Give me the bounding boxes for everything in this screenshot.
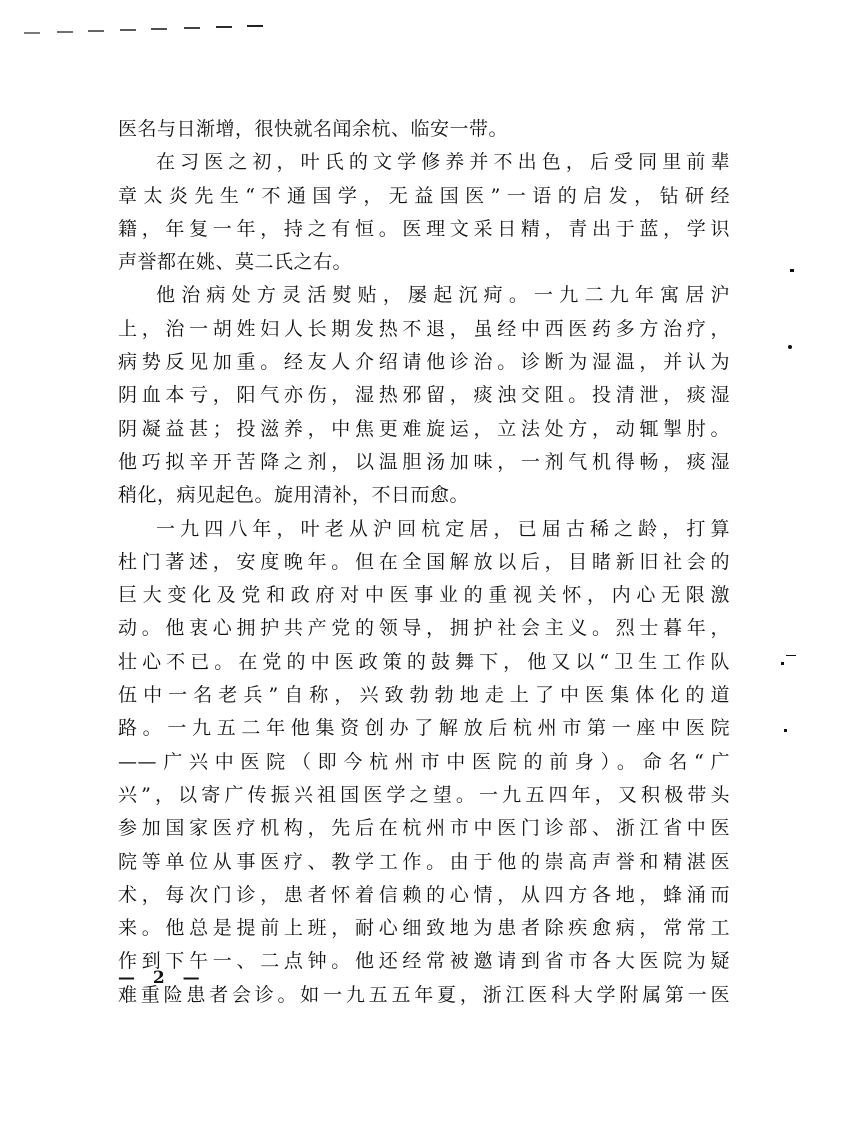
scan-speck	[784, 729, 787, 732]
scan-speck	[786, 655, 796, 656]
scan-speck	[790, 269, 794, 272]
dash-mark	[24, 32, 40, 34]
text-line: 阴血本亏，阳气亦伤，湿热邪留，痰浊交阻。投清泄，痰湿	[118, 384, 730, 407]
text-line: 一九四八年，叶老从沪回杭定居，已届古稀之龄，打算	[156, 517, 730, 540]
text-line: 院等单位从事医疗、教学工作。由于他的崇高声誉和精湛医	[118, 850, 730, 873]
text-line: 兴”，以寄广传振兴祖国医学之望。一九五四年，又积极带头	[118, 783, 730, 806]
scan-speck	[781, 662, 784, 665]
text-line: 伍中一名老兵”自称，兴致勃勃地走上了中医集体化的道	[118, 684, 730, 707]
text-line: 病势反见加重。经友人介绍请他诊治。诊断为湿温，并认为	[118, 351, 730, 374]
text-line: 来。他总是提前上班，耐心细致地为患者除疾愈病，常常工	[118, 917, 730, 940]
text-line: 巨大变化及党和政府对中医事业的重视关怀，内心无限激	[118, 584, 730, 607]
scan-edge-dashes	[24, 22, 444, 36]
dash-mark	[57, 31, 73, 33]
dash-mark	[151, 28, 167, 30]
dash-mark	[216, 26, 232, 28]
text-line: 难重险患者会诊。如一九五五年夏，浙江医科大学附属第一医	[118, 983, 730, 1006]
dash-mark	[247, 25, 263, 27]
text-line: 阴凝益甚；投滋养，中焦更难旋运，立法处方，动辄掣肘。	[118, 417, 730, 440]
text-line: 在习医之初，叶氏的文学修养并不出色，后受同里前辈	[156, 151, 730, 174]
text-line: 声誉都在姚、莫二氏之右。	[118, 251, 353, 274]
text-line: 作到下午一、二点钟。他还经常被邀请到省市各大医院为疑	[118, 950, 730, 973]
text-line: 上，治一胡姓妇人长期发热不退，虽经中西医药多方治疗，	[118, 317, 730, 340]
text-line: 参加国家医疗机构，先后在杭州市中医门诊部、浙江省中医	[118, 817, 730, 840]
text-line: 杜门著述，安度晚年。但在全国解放以后，目睹新旧社会的	[118, 550, 730, 573]
text-line: 动。他衷心拥护共产党的领导，拥护社会主义。烈士暮年，	[118, 617, 730, 640]
text-line: 医名与日渐增，很快就名闻余杭、临安一带。	[118, 118, 509, 140]
text-line: 路。一九五二年他集资创办了解放后杭州市第一座中医院	[118, 717, 730, 740]
scan-speck	[788, 345, 792, 349]
text-line: 术，每次门诊，患者怀着信赖的心情，从四方各地，蜂涌而	[118, 883, 730, 906]
page-number: — 2 —	[118, 968, 206, 988]
text-line: 他巧拟辛开苦降之剂，以温胆汤加味，一剂气机得畅，痰湿	[118, 450, 730, 473]
dash-mark	[88, 30, 104, 32]
text-line: 章太炎先生“不通国学，无益国医”一语的启发，钻研经	[118, 184, 730, 207]
text-line: 壮心不已。在党的中医政策的鼓舞下，他又以“卫生工作队	[118, 650, 730, 673]
text-line: 他治病处方灵活熨贴，屡起沉疴。一九二九年寓居沪	[156, 284, 730, 307]
document-page-body	[118, 113, 730, 1012]
text-line: ——广兴中医院（即今杭州市中医院的前身）。命名“广	[118, 750, 730, 773]
dash-mark	[184, 27, 200, 29]
dash-mark	[120, 29, 136, 31]
text-line: 籍，年复一年，持之有恒。医理文采日精，青出于蓝，学识	[118, 217, 730, 240]
text-line: 稍化，病见起色。旋用清补，不日而愈。	[118, 484, 470, 507]
